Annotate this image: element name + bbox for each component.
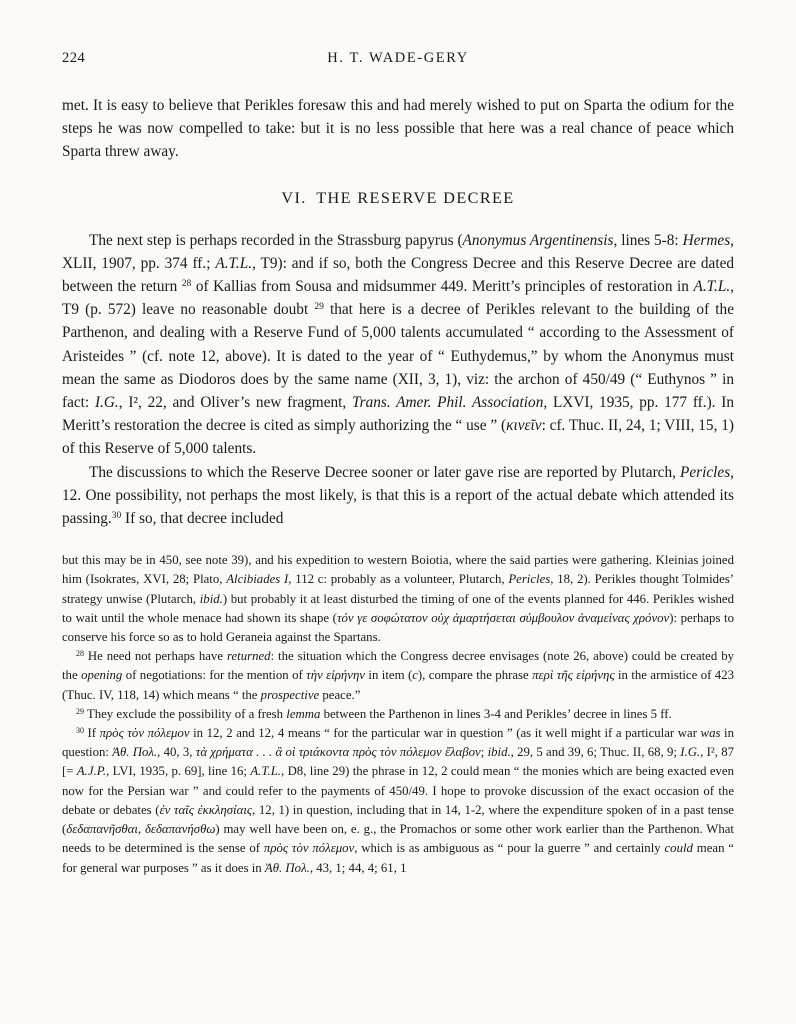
body-paragraph: The next step is perhaps recorded in the Strassburg papyrus (Anonymus Argentinensis, lines 5-8: Hermes, XLII, 1907, pp. 374 ff.; A.T.L., T9): and if so, both the Congress Decree and this Reserve Decree are dated between the return $^{28}$ of Kallias from Sousa and midsummer 449. Meritt’s principles of restoration in A.T.L., T9 (p. 572) leave no reasonable doubt $^{29}$ that here is a decree of Perikles relevant to the building of the Parthenon, and dealing with a Reserve Fund of 5,000 talents accumulated “ according to the Assessment of Aristeides ” (cf. note 12, above). It is dated to the year of “ Euthydemus,” by whom the Anonymus must mean the same as Diodoros does by the same name (XII, 3, 1), viz: the archon of 450/49 (“ Euthynos ” in fact: I.G., I², 22, and Oliver’s new fragment, Trans. Amer. Phil. Association, LXVI, 1935, pp. 177 ff.). In Meritt’s restoration the decree is cited as simply authorizing the “ use ” (κινεῖν: cf. Thuc. II, 24, 1; VIII, 15, 1) of this Reserve of 5,000 talents. — [62, 231, 735, 458]
running-head-title: H. T. WADE-GERY — [327, 50, 469, 66]
body-paragraph: The discussions to which the Reserve Decree sooner or later gave rise are reported by Plutarch, Pericles, 12. One possibility, not perhaps the most likely, is that this is a report of the actual debate which attended its passing.$^{30}$ If so, that decree included — [62, 463, 734, 528]
page-number: 224 — [62, 50, 86, 66]
footnote: $^{29}$ They exclude the possibility of a fresh lemma between the Parthenon in lines 3-4 and Perikles’ decree in lines 5 ff. — [76, 706, 672, 721]
page-header — [62, 50, 734, 67]
section-paragraphs — [62, 229, 734, 531]
footnotes-block — [62, 551, 734, 877]
opening-paragraphs — [62, 94, 734, 164]
page-body — [62, 94, 734, 878]
footnote: $^{30}$ If πρὸς τὸν πόλεμον in 12, 2 and 12, 4 means “ for the particular war in question ” (as it well might if a particular war was in question: Ἀθ. Πολ., 40, 3, τὰ χρήματα . . . ἃ οἱ τριάκοντα πρὸς τὸν πόλεμον ἔλαβον; ibid., 29, 5 and 39, 6; Thuc. II, 68, 9; I.G., I², 87 [= A.J.P., LVI, 1935, p. 69], line 16; A.T.L., D8, line 29) the phrase in 12, 2 could mean “ the monies which are being exacted even now for the Persian war ” and could refer to the payments of 450/49. I hope to provoke discussion of the exact occasion of the debate or debates (ἐν ταῖς ἐκκλησίαις, 12, 1) in question, including that in 14, 1-2, where the expenditure spoken of in a past tense (δεδαπανῆσθαι, δεδαπανήσθω) may well have been on, e. g., the Promachos or some other work earlier than the Parthenon. What needs to be determined is the sense of πρὸς τὸν πόλεμον, which is as ambiguous as “ pour la guerre ” and certainly could mean “ for general war purposes ” as it does in Ἀθ. Πολ., 43, 1; 44, 4; 61, 1 — [62, 725, 735, 875]
section-heading: VI. THE RESERVE DECREE — [281, 188, 515, 207]
body-paragraph: met. It is easy to believe that Perikles foresaw this and had merely wished to put on Sparta the odium for the steps he was now compelled to take: but it is no less possible that here was a real chance of peace which Sparta threw away. — [62, 97, 734, 161]
footnote: $^{28}$ He need not perhaps have returned: the situation which the Congress decree envisages (note 26, above) could be created by the opening of negotiations: for the mention of τὴν εἰρήνην in item (c), compare the phrase περὶ τῆς εἰρήνης in the armistice of 423 (Thuc. IV, 118, 14) which means “ the prospective peace.” — [62, 648, 734, 702]
footnote: but this may be in 450, see note 39), and his expedition to western Boiotia, where the said parties were gathering. Kleinias joined him (Isokrates, XVI, 28; Plato, Alcibiades I, 112 c: probably as a volunteer, Plutarch, Pericles, 18, 2). Perikles thought Tolmides’ strategy unwise (Plutarch, ibid.) but probably it at least disturbed the timing of one of the events planned for 446. Perikles wished to wait until the whole menace had shown its shape (τόν γε σοφώτατον οὐχ ἁμαρτήσεται σύμβουλον ἀναμείνας χρόνον): perhaps to conserve his force so as to hold Geraneia against the Spartans. — [62, 553, 735, 645]
